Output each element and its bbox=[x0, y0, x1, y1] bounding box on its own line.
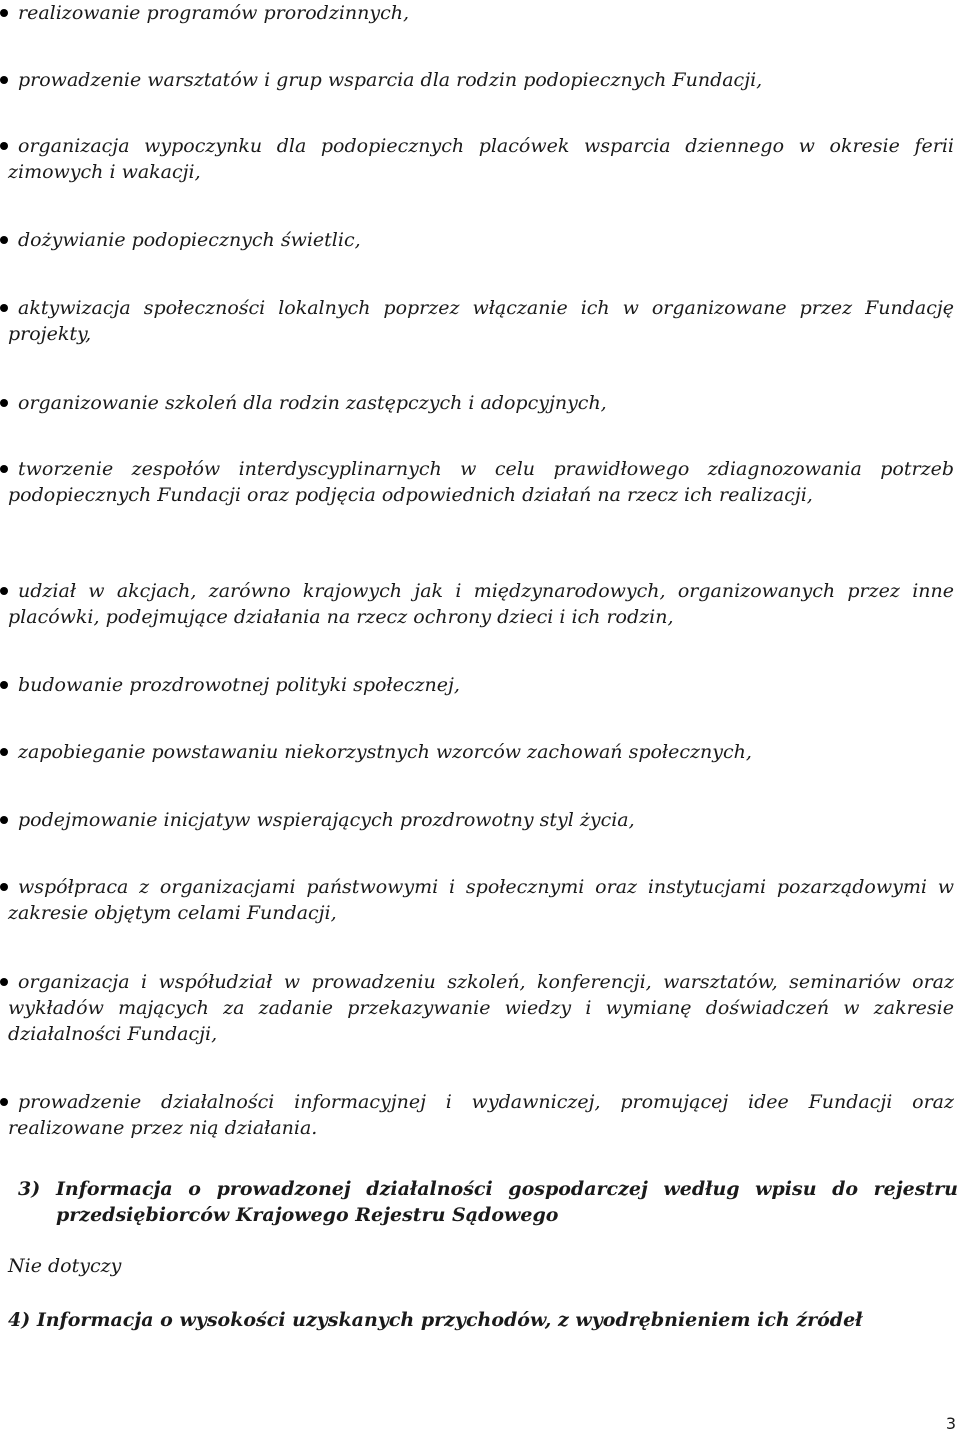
list-item bbox=[8, 0, 954, 26]
list-item-text: organizacja wypoczynku dla podopiecznych placówek wsparcia dziennego w okresie ferii zimowych i wakacji, bbox=[8, 135, 954, 183]
list-item-text: realizowanie programów prorodzinnych, bbox=[18, 2, 410, 24]
list-item-text: organizowanie szkoleń dla rodzin zastępczych i adopcyjnych, bbox=[18, 392, 607, 414]
section-3-body: Nie dotyczy bbox=[8, 1255, 122, 1277]
list-item-text: udział w akcjach, zarówno krajowych jak i międzynarodowych, organizowanych przez inne placówki, podejmujące działania na rzecz ochrony dzieci i ich rodzin, bbox=[8, 580, 954, 628]
bullet-icon bbox=[0, 587, 8, 595]
bullet-icon bbox=[0, 883, 8, 891]
list-item-text: prowadzenie działalności informacyjnej i wydawniczej, promującej idee Fundacji oraz realizowane przez nią działania. bbox=[8, 1091, 954, 1139]
list-item bbox=[8, 578, 954, 630]
bullet-icon bbox=[0, 399, 8, 407]
section-3-title: Informacja o prowadzonej działalności gospodarczej według wpisu do rejestru przedsiębiorców Krajowego Rejestru Sądowego bbox=[56, 1178, 958, 1226]
bullet-icon bbox=[0, 304, 8, 312]
list-item-text: dożywianie podopiecznych świetlic, bbox=[18, 229, 361, 251]
bullet-icon bbox=[0, 748, 8, 756]
section-3-heading bbox=[18, 1176, 958, 1228]
list-item-text: aktywizacja społeczności lokalnych poprzez włączanie ich w organizowane przez Fundację projekty, bbox=[8, 297, 954, 345]
list-item-text: podejmowanie inicjatyw wspierających prozdrowotny styl życia, bbox=[18, 809, 635, 831]
list-item bbox=[8, 227, 954, 253]
bullet-icon bbox=[0, 142, 8, 150]
list-item bbox=[8, 807, 954, 833]
list-item-text: organizacja i współudział w prowadzeniu szkoleń, konferencji, warsztatów, seminariów oraz wykładów mających za zadanie przekazywanie wiedzy i wymianę doświadczeń w zakresie działalności Fundacji, bbox=[8, 971, 954, 1045]
list-item bbox=[8, 739, 954, 765]
bullet-icon bbox=[0, 1098, 8, 1106]
list-item bbox=[8, 295, 954, 347]
list-item bbox=[8, 1089, 954, 1141]
bullet-icon bbox=[0, 76, 8, 84]
list-item bbox=[8, 390, 954, 416]
list-item bbox=[8, 969, 954, 1047]
bullet-icon bbox=[0, 465, 8, 473]
section-3-number: 3) bbox=[18, 1178, 41, 1200]
bullet-icon bbox=[0, 978, 8, 986]
list-item bbox=[8, 456, 954, 508]
list-item bbox=[8, 874, 954, 926]
bullet-icon bbox=[0, 236, 8, 244]
list-item-text: tworzenie zespołów interdyscyplinarnych w celu prawidłowego zdiagnozowania potrzeb podopiecznych Fundacji oraz podjęcia odpowiednich działań na rzecz ich realizacji, bbox=[8, 458, 954, 506]
list-item-text: prowadzenie warsztatów i grup wsparcia dla rodzin podopiecznych Fundacji, bbox=[18, 69, 763, 91]
list-item bbox=[8, 133, 954, 185]
bullet-icon bbox=[0, 816, 8, 824]
list-item-text: współpraca z organizacjami państwowymi i społecznymi oraz instytucjami pozarządowymi w zakresie objętym celami Fundacji, bbox=[8, 876, 954, 924]
page-number: 3 bbox=[945, 1414, 956, 1433]
list-item bbox=[8, 672, 954, 698]
list-item-text: zapobieganie powstawaniu niekorzystnych wzorców zachowań społecznych, bbox=[18, 741, 752, 763]
list-item-text: budowanie prozdrowotnej polityki społecznej, bbox=[18, 674, 460, 696]
section-4-heading: 4) Informacja o wysokości uzyskanych przychodów, z wyodrębnieniem ich źródeł bbox=[8, 1309, 863, 1331]
bullet-icon bbox=[0, 681, 8, 689]
list-item bbox=[8, 67, 954, 93]
bullet-icon bbox=[0, 9, 8, 17]
